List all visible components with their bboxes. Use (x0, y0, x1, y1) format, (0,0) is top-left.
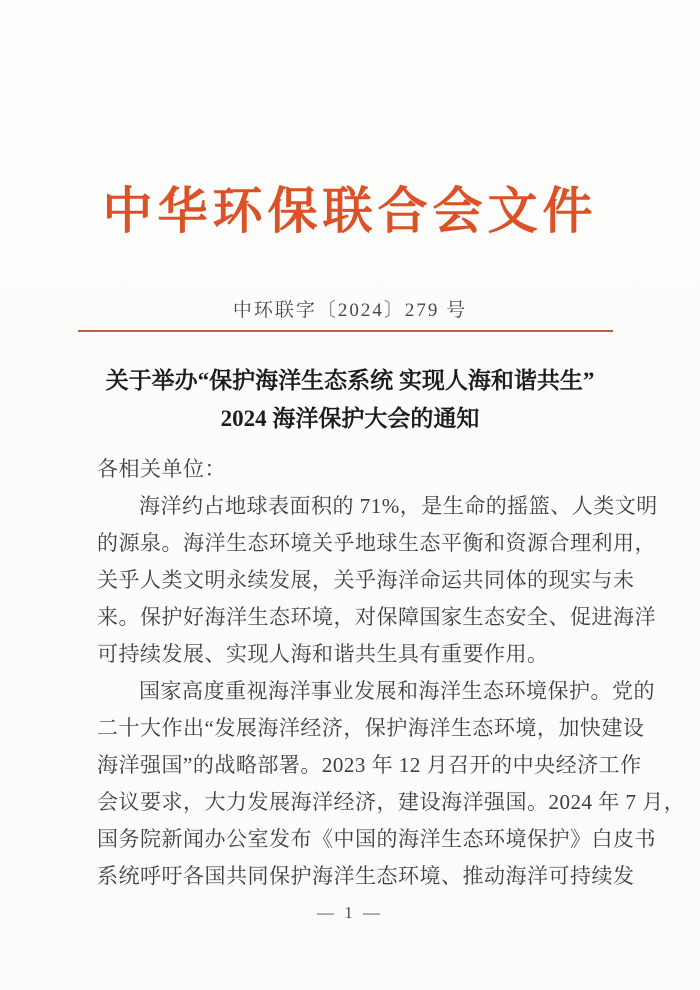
body-line: 关乎人类文明永续发展，关乎海洋命运共同体的现实与未 (97, 568, 635, 592)
body-line: 国家高度重视海洋事业发展和海洋生态环境保护。党的 (139, 679, 655, 703)
red-divider-line (78, 330, 613, 332)
body-line: 海洋强国”的战略部署。2023 年 12 月召开的中央经济工作 (97, 753, 642, 777)
org-title: 中华环保联合会文件 (102, 183, 598, 239)
notice-title-line2: 2024 海洋保护大会的通知 (220, 406, 480, 431)
body-line: 会议要求，大力发展海洋经济，建设海洋强国。2024 年 7 月， (97, 790, 686, 814)
salutation: 各相关单位： (97, 457, 226, 481)
notice-title-line1: 关于举办“保护海洋生态系统 实现人海和谐共生” (105, 368, 595, 393)
body-line: 系统呼吁各国共同保护海洋生态环境、推动海洋可持续发 (97, 864, 635, 888)
body-line: 国务院新闻办公室发布《中国的海洋生态环境保护》白皮书 (97, 827, 656, 851)
notice-title (0, 362, 700, 438)
doc-number: 中环联字〔2024〕279 号 (232, 300, 468, 321)
page-number: — 1 — (317, 903, 383, 922)
body-line: 海洋约占地球表面积的 71%，是生命的摇篮、人类文明 (139, 494, 658, 518)
body-line: 的源泉。海洋生态环境关乎地球生态平衡和资源合理利用， (97, 531, 656, 555)
body-line: 二十大作出“发展海洋经济，保护海洋生态环境，加快建设 (97, 716, 645, 740)
body-line: 来。保护好海洋生态环境，对保障国家生态安全、促进海洋 (97, 605, 656, 629)
body-line: 可持续发展、实现人海和谐共生具有重要作用。 (97, 642, 549, 666)
body-text (97, 451, 686, 895)
